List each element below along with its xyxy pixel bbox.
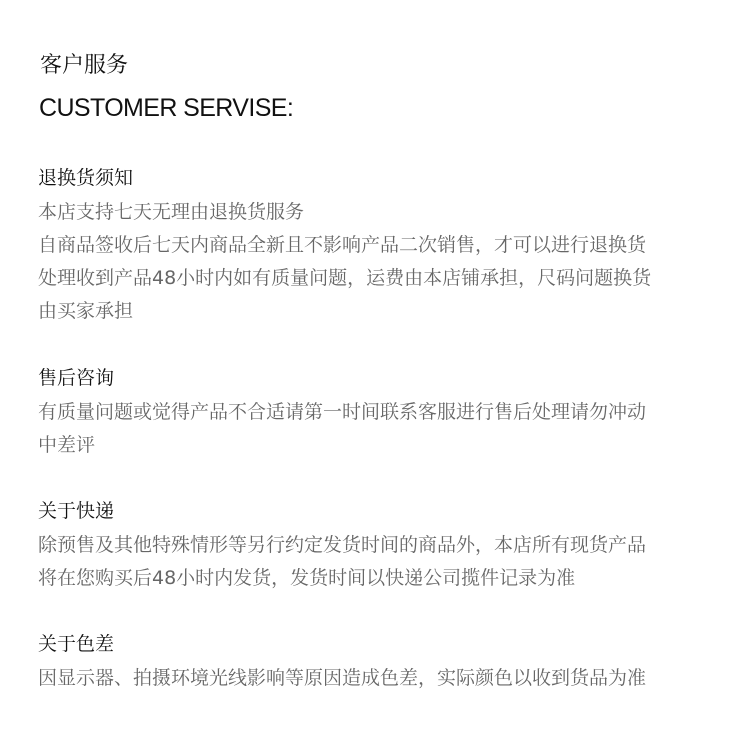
section-color-difference: [38, 631, 718, 695]
section-shipping: [38, 498, 718, 595]
section-title: 售后咨询: [38, 367, 115, 389]
section-after-sales: [38, 365, 718, 462]
section-text-line: 处理收到产品48小时内如有质量问题，运费由本店铺承担，尺码问题换货: [38, 267, 652, 289]
section-title: 关于色差: [38, 633, 115, 655]
section-title: 关于快递: [38, 500, 115, 522]
section-text-line: 自商品签收后七天内商品全新且不影响产品二次销售，才可以进行退换货: [38, 234, 647, 256]
section-text-line: 由买家承担: [38, 300, 134, 322]
section-text-line: 本店支持七天无理由退换货服务: [38, 201, 305, 223]
section-text-line: 除预售及其他特殊情形等另行约定发货时间的商品外，本店所有现货产品: [38, 534, 647, 556]
section-text-line: 有质量问题或觉得产品不合适请第一时间联系客服进行售后处理请勿冲动: [38, 401, 647, 423]
section-text-line: 因显示器、拍摄环境光线影响等原因造成色差，实际颜色以收到货品为准: [38, 667, 647, 689]
section-text-line: 中差评: [38, 434, 96, 456]
section-title: 退换货须知: [38, 167, 134, 189]
section-text-line: 将在您购买后48小时内发货，发货时间以快递公司揽件记录为准: [38, 567, 576, 589]
page-title-cn: 客户服务: [40, 53, 129, 78]
page-title-en: CUSTOMER SERVISE:: [39, 94, 294, 122]
section-return-policy: [38, 165, 718, 328]
